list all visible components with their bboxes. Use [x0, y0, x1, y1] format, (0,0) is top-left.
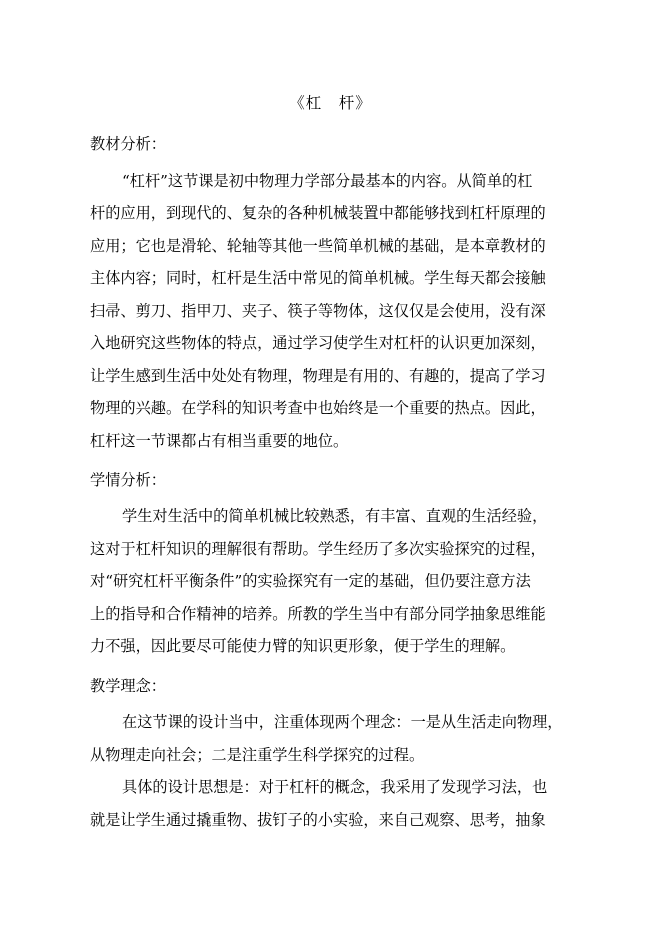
- section-heading: 学情分析：: [90, 471, 166, 489]
- section-heading: 教材分析：: [90, 135, 166, 153]
- paragraph-line: 主体内容；同时，杠杆是生活中常见的简单机械。学生每天都会接触: [90, 269, 546, 287]
- section-heading: 教学理念：: [90, 677, 166, 695]
- paragraph-line: 入地研究这些物体的特点，通过学习使学生对杠杆的认识更加深刻，: [90, 334, 546, 352]
- paragraph-line: 在这节课的设计当中，注重体现两个理念：一是从生活走向物理，: [122, 713, 563, 731]
- paragraph-line: 杆的应用，到现代的、复杂的各种机械装置中都能够找到杠杆原理的: [90, 204, 546, 222]
- paragraph-line: 扫帚、剪刀、指甲刀、夹子、筷子等物体，这仅仅是会使用，没有深: [90, 302, 546, 320]
- paragraph-line: 上的指导和合作精神的培养。所教的学生当中有部分同学抽象思维能: [90, 605, 546, 623]
- paragraph-line: 应用；它也是滑轮、轮轴等其他一些简单机械的基础，是本章教材的: [90, 237, 546, 255]
- paragraph-line: 具体的设计思想是：对于杠杆的概念，我采用了发现学习法，也: [122, 778, 548, 796]
- paragraph-line: 就是让学生通过撬重物、拔钉子的小实验，来自己观察、思考，抽象: [90, 811, 546, 829]
- paragraph-line: 从物理走向社会；二是注重学生科学探究的过程。: [90, 746, 425, 764]
- document-title: 《杠 杆》: [289, 94, 372, 112]
- paragraph-line: 杠杆这一节课都占有相当重要的地位。: [90, 432, 349, 450]
- paragraph-line: 力不强，因此要尽可能使力臂的知识更形象，便于学生的理解。: [90, 637, 516, 655]
- paragraph-line: 物理的兴趣。在学科的知识考查中也始终是一个重要的热点。因此，: [90, 399, 546, 417]
- paragraph-line: 学生对生活中的简单机械比较熟悉，有丰富、直观的生活经验，: [122, 507, 548, 525]
- paragraph-line: 让学生感到生活中处处有物理，物理是有用的、有趣的，提高了学习: [90, 367, 546, 385]
- paragraph-line: “杠杆”这节课是初中物理力学部分最基本的内容。从简单的杠: [122, 172, 533, 190]
- paragraph-line: 这对于杠杆知识的理解很有帮助。学生经历了多次实验探究的过程，: [90, 540, 546, 558]
- paragraph-line: 对“研究杠杆平衡条件”的实验探究有一定的基础，但仍要注意方法: [90, 572, 531, 590]
